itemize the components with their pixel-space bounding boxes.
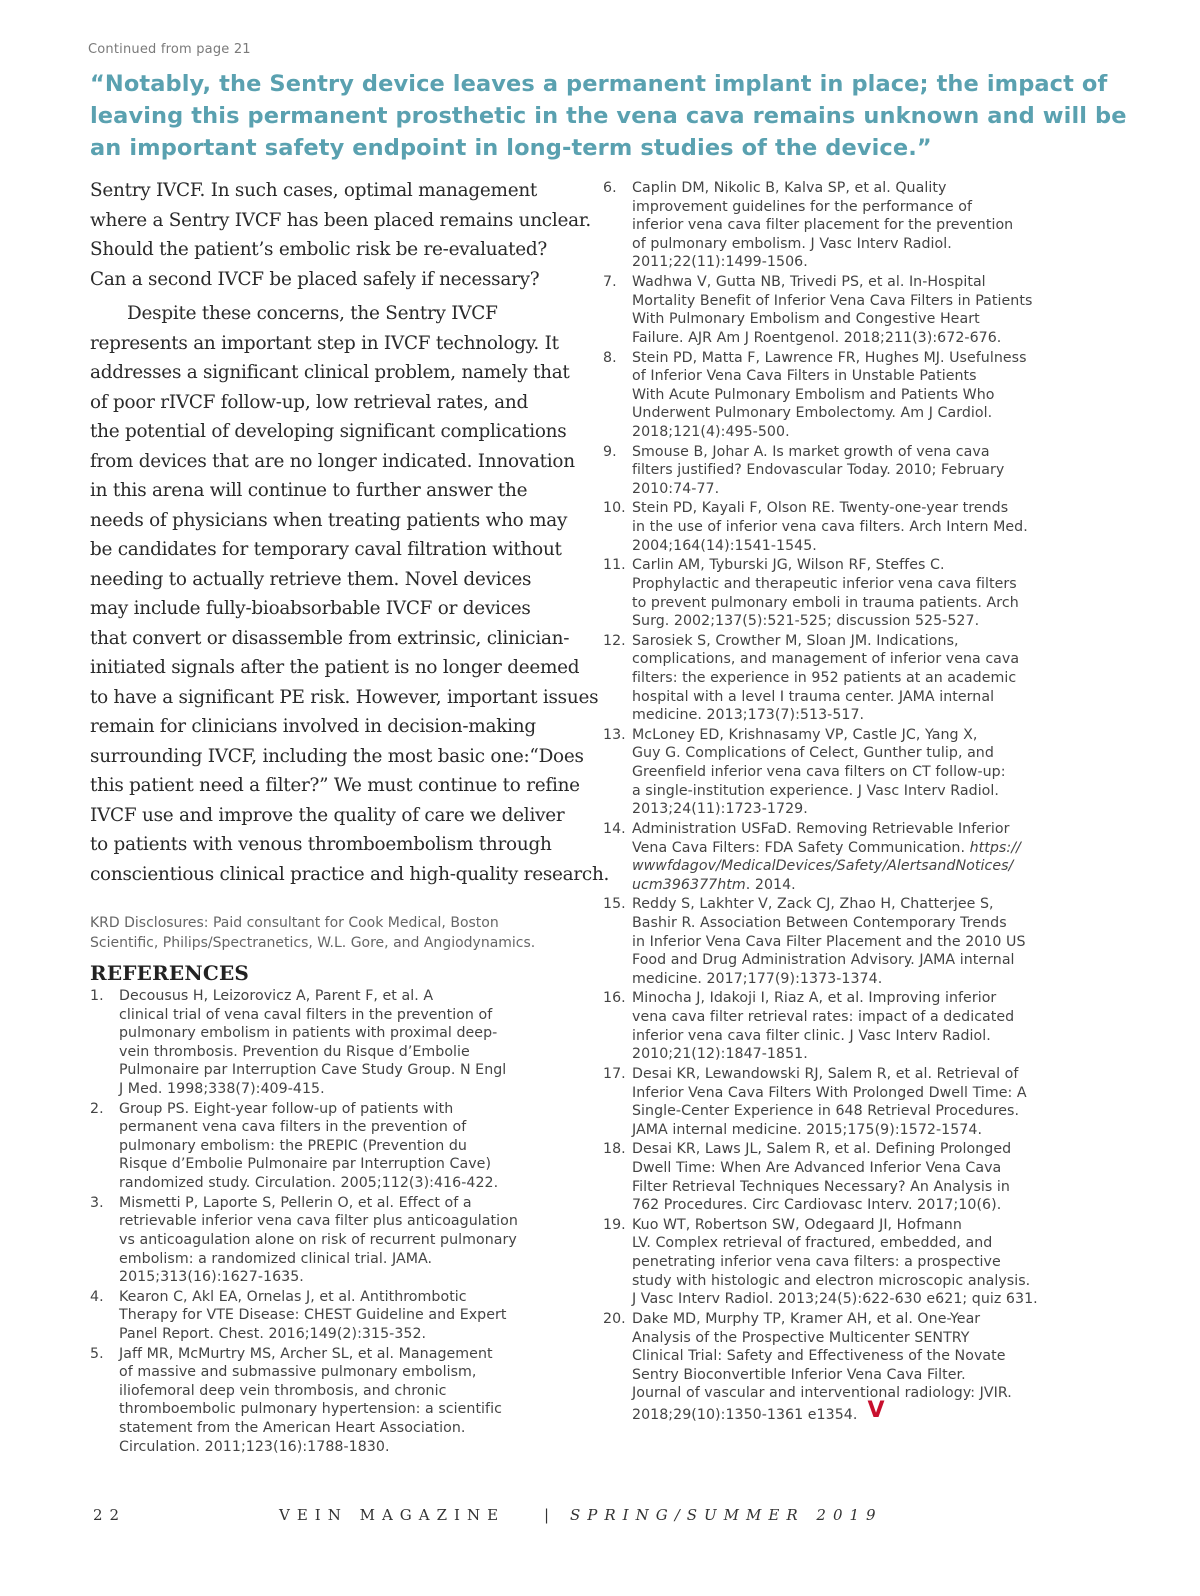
disclosure-line: Scientific, Philips/Spectranetics, W.L. Gore, and Angiodynamics. [90, 934, 536, 951]
reference-line: clinical trial of vena caval filters in the prevention of [119, 1006, 493, 1023]
reference-line: thromboembolic pulmonary hypertension: a scientific [119, 1401, 502, 1418]
reference-line: Sarosiek S, Crowther M, Sloan JM. Indications, [632, 632, 959, 649]
reference-line: penetrating inferior vena cava filters: a prospective [632, 1254, 1001, 1271]
reference-line: Filter Retrieval Techniques Necessary? An Analysis in [632, 1178, 1010, 1195]
reference-number: 18. [603, 1141, 626, 1158]
body-line: Should the patient’s embolic risk be re-evaluated? [90, 239, 547, 260]
body-line: Despite these concerns, the Sentry IVCF [127, 303, 498, 324]
body-line: addresses a significant clinical problem, namely that [90, 362, 570, 383]
reference-item [603, 726, 1103, 819]
reference-line: McLoney ED, Krishnasamy VP, Castle JC, Yang X, [632, 726, 978, 743]
reference-line: With Pulmonary Embolism and Congestive Heart [632, 311, 980, 328]
reference-line: Food and Drug Administration Advisory. JAMA internal [632, 952, 1015, 969]
reference-number: 15. [603, 896, 626, 913]
body-line: in this arena will continue to further answer the [90, 480, 528, 501]
body-line: to have a significant PE risk. However, important issues [90, 686, 599, 708]
reference-line: of Inferior Vena Cava Filters in Unstable Patients [632, 368, 977, 385]
page-number: 22 [93, 1506, 127, 1524]
reference-line: inferior vena cava filter clinic. J Vasc Interv Radiol. [632, 1027, 991, 1044]
reference-item [603, 499, 1103, 555]
body-line: conscientious clinical practice and high-quality research. [90, 863, 610, 885]
body-line: needing to actually retrieve them. Novel devices [90, 568, 532, 590]
reference-line: Risque d’Embolie Pulmonaire par Interruption Cave) [119, 1156, 492, 1173]
reference-line: to prevent pulmonary emboli in trauma patients. Arch [632, 594, 1019, 611]
reference-number: 12. [603, 632, 626, 649]
reference-number: 2. [90, 1100, 104, 1117]
disclosure-note [90, 914, 570, 953]
reference-link[interactable]: wwwfdagov/MedicalDevices/Safety/AlertsandNotices/ [632, 858, 1014, 875]
body-line: where a Sentry IVCF has been placed remains unclear. [90, 209, 591, 231]
reference-tail: . 2014. [745, 876, 796, 893]
reference-line: Sentry Bioconvertible Inferior Vena Cava Filter. [632, 1366, 966, 1383]
reference-item [603, 556, 1103, 630]
reference-line: Stein PD, Kayali F, Olson RE. Twenty-one-year trends [632, 500, 1009, 517]
body-line: represents an important step in IVCF technology. It [90, 332, 559, 354]
reference-number: 16. [603, 990, 626, 1007]
reference-line: vena cava filter retrieval rates: impact of a dedicated [632, 1009, 1015, 1026]
reference-line: complications, and management of inferior vena cava [632, 651, 1020, 668]
reference-link[interactable]: https:// [969, 839, 1021, 856]
reference-line: Bashir R. Association Between Contemporary Trends [632, 915, 1007, 931]
reference-line: a single-institution experience. J Vasc Interv Radiol. [632, 782, 999, 799]
reference-item [603, 443, 1103, 499]
reference-line: filters: the experience in 952 patients at an academic [632, 670, 1017, 686]
reference-line: Stein PD, Matta F, Lawrence FR, Hughes MJ. Usefulness [632, 349, 1027, 366]
reference-line: Group PS. Eight-year follow-up of patients with [119, 1100, 454, 1117]
reference-link[interactable]: ucm396377htm [632, 876, 746, 893]
footer-separator: | [544, 1506, 550, 1524]
reference-line: in the use of inferior vena cava filters. Arch Intern Med. [632, 519, 1028, 536]
body-line: of poor rIVCF follow-up, low retrieval rates, and [90, 391, 529, 413]
reference-line: Clinical Trial: Safety and Effectiveness of the Novate [632, 1348, 1006, 1365]
reference-line: Mortality Benefit of Inferior Vena Cava Filters in Patients [632, 292, 1033, 309]
reference-line: Single-Center Experience in 648 Retrieval Procedures. [632, 1103, 1020, 1120]
reference-line: pulmonary embolism in patients with proximal deep- [119, 1025, 498, 1042]
reference-line: Administration USFaD. Removing Retrievable Inferior [632, 820, 1010, 837]
article-body [90, 176, 610, 889]
reference-line: in Inferior Vena Cava Filter Placement and the 2010 US [632, 933, 1026, 950]
reference-item [603, 1310, 1103, 1425]
reference-line: pulmonary embolism: the PREPIC (Prevention du [119, 1137, 467, 1154]
reference-number: 7. [603, 274, 617, 291]
reference-line: Dake MD, Murphy TP, Kramer AH, et al. One-Year [632, 1310, 981, 1327]
reference-line: Journal of vascular and interventional radiology: JVIR. [632, 1385, 1012, 1402]
reference-line: Reddy S, Lakhter V, Zack CJ, Zhao H, Chatterjee S, [632, 896, 994, 913]
reference-line: Inferior Vena Cava Filters With Prolonged Dwell Time: A [632, 1084, 1027, 1101]
reference-line [632, 876, 1103, 895]
reference-line: randomized study. Circulation. 2005;112(3):416-422. [119, 1175, 499, 1192]
body-paragraph-1 [90, 176, 591, 294]
reference-line: hospital with a level I trauma center. JAMA internal [632, 688, 995, 705]
reference-line: study with histologic and electron microscopic analysis. [632, 1272, 1031, 1289]
reference-line: LV. Complex retrieval of fractured, embedded, and [632, 1235, 993, 1252]
continued-note: Continued from page 21 [88, 42, 251, 57]
reference-line: inferior vena cava filter placement for the prevention [632, 217, 1014, 234]
pull-quote-line: leaving this permanent prosthetic in the vena cava remains unknown and will be [90, 103, 1127, 129]
reference-number: 19. [603, 1216, 626, 1233]
references-heading: REFERENCES [90, 961, 250, 985]
reference-line: Guy G. Complications of Celect, Gunther tulip, and [632, 745, 994, 762]
reference-line: Desai KR, Lewandowski RJ, Salem R, et al. Retrieval of [632, 1065, 1019, 1082]
reference-line: 2015;313(16):1627-1635. [119, 1269, 304, 1286]
reference-line: Smouse B, Johar A. Is market growth of vena cava [632, 443, 990, 460]
reference-line [632, 839, 1103, 858]
reference-item [603, 1140, 1103, 1214]
reference-line: Kuo WT, Robertson SW, Odegaard JI, Hofmann [632, 1216, 962, 1233]
reference-number: 5. [90, 1345, 104, 1362]
reference-line: Decousus H, Leizorovicz A, Parent F, et al. A [119, 988, 434, 1004]
reference-line: 2010;21(12):1847-1851. [632, 1046, 808, 1063]
reference-item [603, 632, 1103, 725]
reference-line: retrievable inferior vena cava filter plus anticoagulation [119, 1213, 518, 1230]
reference-line: 2013;24(11):1723-1729. [632, 801, 808, 818]
disclosure-line: KRD Disclosures: Paid consultant for Cook Medical, Boston [90, 915, 499, 931]
references-list-right [603, 179, 1103, 1426]
reference-line: medicine. 2013;173(7):513-517. [632, 707, 865, 724]
reference-line: 2018;29(10):1350-1361 e1354. V [632, 1397, 885, 1423]
reference-line: permanent vena cava filters in the prevention of [119, 1119, 467, 1136]
reference-line: embolism: a randomized clinical trial. JAMA. [119, 1250, 433, 1267]
reference-item [90, 1100, 580, 1193]
reference-line: improvement guidelines for the performance of [632, 198, 972, 215]
reference-line: filters justified? Endovascular Today. 2010; February [632, 462, 1005, 479]
pull-quote [90, 68, 1127, 164]
magazine-name: VEIN MAGAZINE [279, 1506, 506, 1524]
reference-line: Panel Report. Chest. 2016;149(2):315-352. [119, 1325, 427, 1342]
reference-number: 4. [90, 1288, 104, 1305]
reference-line: Caplin DM, Nikolic B, Kalva SP, et al. Quality [632, 180, 947, 196]
reference-line: of pulmonary embolism. J Vasc Interv Radiol. [632, 235, 952, 252]
body-line: from devices that are no longer indicated. Innovation [90, 450, 575, 472]
reference-line: Wadhwa V, Gutta NB, Trivedi PS, et al. In-Hospital [632, 274, 986, 291]
reference-item [603, 349, 1103, 442]
reference-line: Underwent Pulmonary Embolectomy. Am J Cardiol. [632, 405, 993, 422]
body-line: to patients with venous thromboembolism through [90, 834, 552, 855]
reference-line: Greenfield inferior vena cava filters on CT follow-up: [632, 764, 1006, 781]
reference-line: Surg. 2002;137(5):521-525; discussion 525-527. [632, 613, 980, 630]
reference-item [90, 1345, 580, 1457]
reference-line: statement from the American Heart Association. [119, 1420, 466, 1437]
reference-item [90, 987, 580, 1099]
reference-number: 20. [603, 1310, 626, 1327]
body-line: Sentry IVCF. In such cases, optimal management [90, 180, 538, 201]
reference-line: JAMA internal medicine. 2015;175(9):1572-1574. [632, 1121, 983, 1138]
reference-item [603, 1065, 1103, 1139]
reference-number: 13. [603, 726, 626, 743]
reference-line: Prophylactic and therapeutic inferior vena cava filters [632, 575, 1017, 592]
body-line: Can a second IVCF be placed safely if necessary? [90, 268, 540, 290]
reference-line: of massive and submassive pulmonary embolism, [119, 1364, 477, 1381]
reference-number: 8. [603, 349, 617, 366]
reference-line: Circulation. 2011;123(16):1788-1830. [119, 1438, 390, 1455]
body-line: initiated signals after the patient is no longer deemed [90, 657, 580, 678]
body-paragraph-2 [90, 299, 610, 889]
reference-number: 11. [603, 557, 626, 574]
reference-line: Vena Cava Filters: FDA Safety Communication. [632, 839, 966, 856]
reference-line: Analysis of the Prospective Multicenter SENTRY [632, 1329, 970, 1346]
body-line: needs of physicians when treating patients who may [90, 509, 568, 531]
reference-line: Failure. AJR Am J Roentgenol. 2018;211(3):672-676. [632, 329, 1002, 346]
body-line: remain for clinicians involved in decision-making [90, 716, 536, 737]
reference-line: 2010:74-77. [632, 480, 720, 497]
reference-item [603, 179, 1103, 272]
reference-line: 2011;22(11):1499-1506. [632, 254, 808, 271]
end-mark-icon: V [867, 1397, 885, 1423]
body-line: the potential of developing significant complications [90, 421, 567, 442]
body-line: that convert or disassemble from extrinsic, clinician- [90, 627, 570, 649]
reference-number: 14. [603, 820, 626, 837]
reference-line: medicine. 2017;177(9):1373-1374. [632, 970, 883, 987]
reference-number: 10. [603, 500, 626, 517]
reference-item [603, 895, 1103, 988]
reference-line: Pulmonaire par Interruption Cave Study Group. N Engl [119, 1062, 507, 1079]
references-list-left [90, 987, 580, 1457]
reference-line: Therapy for VTE Disease: CHEST Guideline and Expert [119, 1307, 507, 1324]
reference-line: Kearon C, Akl EA, Ornelas J, et al. Antithrombotic [119, 1288, 467, 1305]
pull-quote-line: an important safety endpoint in long-term studies of the device.” [90, 135, 932, 161]
reference-item [603, 820, 1103, 894]
reference-number: 6. [603, 180, 617, 196]
reference-item [603, 989, 1103, 1063]
reference-line: Mismetti P, Laporte S, Pellerin O, et al. Effect of a [119, 1194, 472, 1211]
reference-item [603, 1216, 1103, 1309]
reference-line: J Vasc Interv Radiol. 2013;24(5):622-630 e621; quiz 631. [632, 1291, 1038, 1308]
reference-line: 2004;164(14):1541-1545. [632, 537, 817, 554]
issue-name: SPRING/SUMMER 2019 [570, 1506, 883, 1524]
reference-number: 17. [603, 1065, 626, 1082]
reference-line: Desai KR, Laws JL, Salem R, et al. Defining Prolonged [632, 1141, 1012, 1158]
reference-line: Jaff MR, McMurtry MS, Archer SL, et al. Management [119, 1345, 493, 1362]
reference-line: Dwell Time: When Are Advanced Inferior Vena Cava [632, 1160, 1002, 1176]
reference-line: 762 Procedures. Circ Cardiovasc Interv. 2017;10(6). [632, 1197, 1002, 1214]
reference-item [603, 273, 1103, 347]
reference-line: iliofemoral deep vein thrombosis, and chronic [119, 1382, 447, 1399]
body-line: this patient need a filter?” We must continue to refine [90, 775, 580, 796]
reference-number: 9. [603, 443, 617, 460]
body-line: IVCF use and improve the quality of care we deliver [90, 804, 565, 826]
pull-quote-line: “Notably, the Sentry device leaves a permanent implant in place; the impact of [90, 71, 1108, 97]
reference-line: vs anticoagulation alone on risk of recurrent pulmonary [119, 1231, 517, 1248]
reference-item [90, 1288, 580, 1344]
body-line: be candidates for temporary caval filtration without [90, 539, 562, 560]
reference-number: 1. [90, 988, 104, 1004]
reference-item [90, 1194, 580, 1287]
reference-number: 3. [90, 1194, 104, 1211]
body-line: may include fully-bioabsorbable IVCF or devices [90, 598, 531, 619]
reference-line: vein thrombosis. Prevention du Risque d’Embolie [119, 1043, 470, 1060]
reference-line: Minocha J, Idakoji I, Riaz A, et al. Improving inferior [632, 990, 997, 1007]
reference-line: J Med. 1998;338(7):409-415. [119, 1080, 325, 1097]
reference-line: Carlin AM, Tyburski JG, Wilson RF, Steffes C. [632, 557, 945, 574]
body-line: surrounding IVCF, including the most basic one:“Does [90, 745, 584, 767]
reference-line: With Acute Pulmonary Embolism and Patients Who [632, 386, 995, 403]
reference-line: 2018;121(4):495-500. [632, 423, 790, 440]
